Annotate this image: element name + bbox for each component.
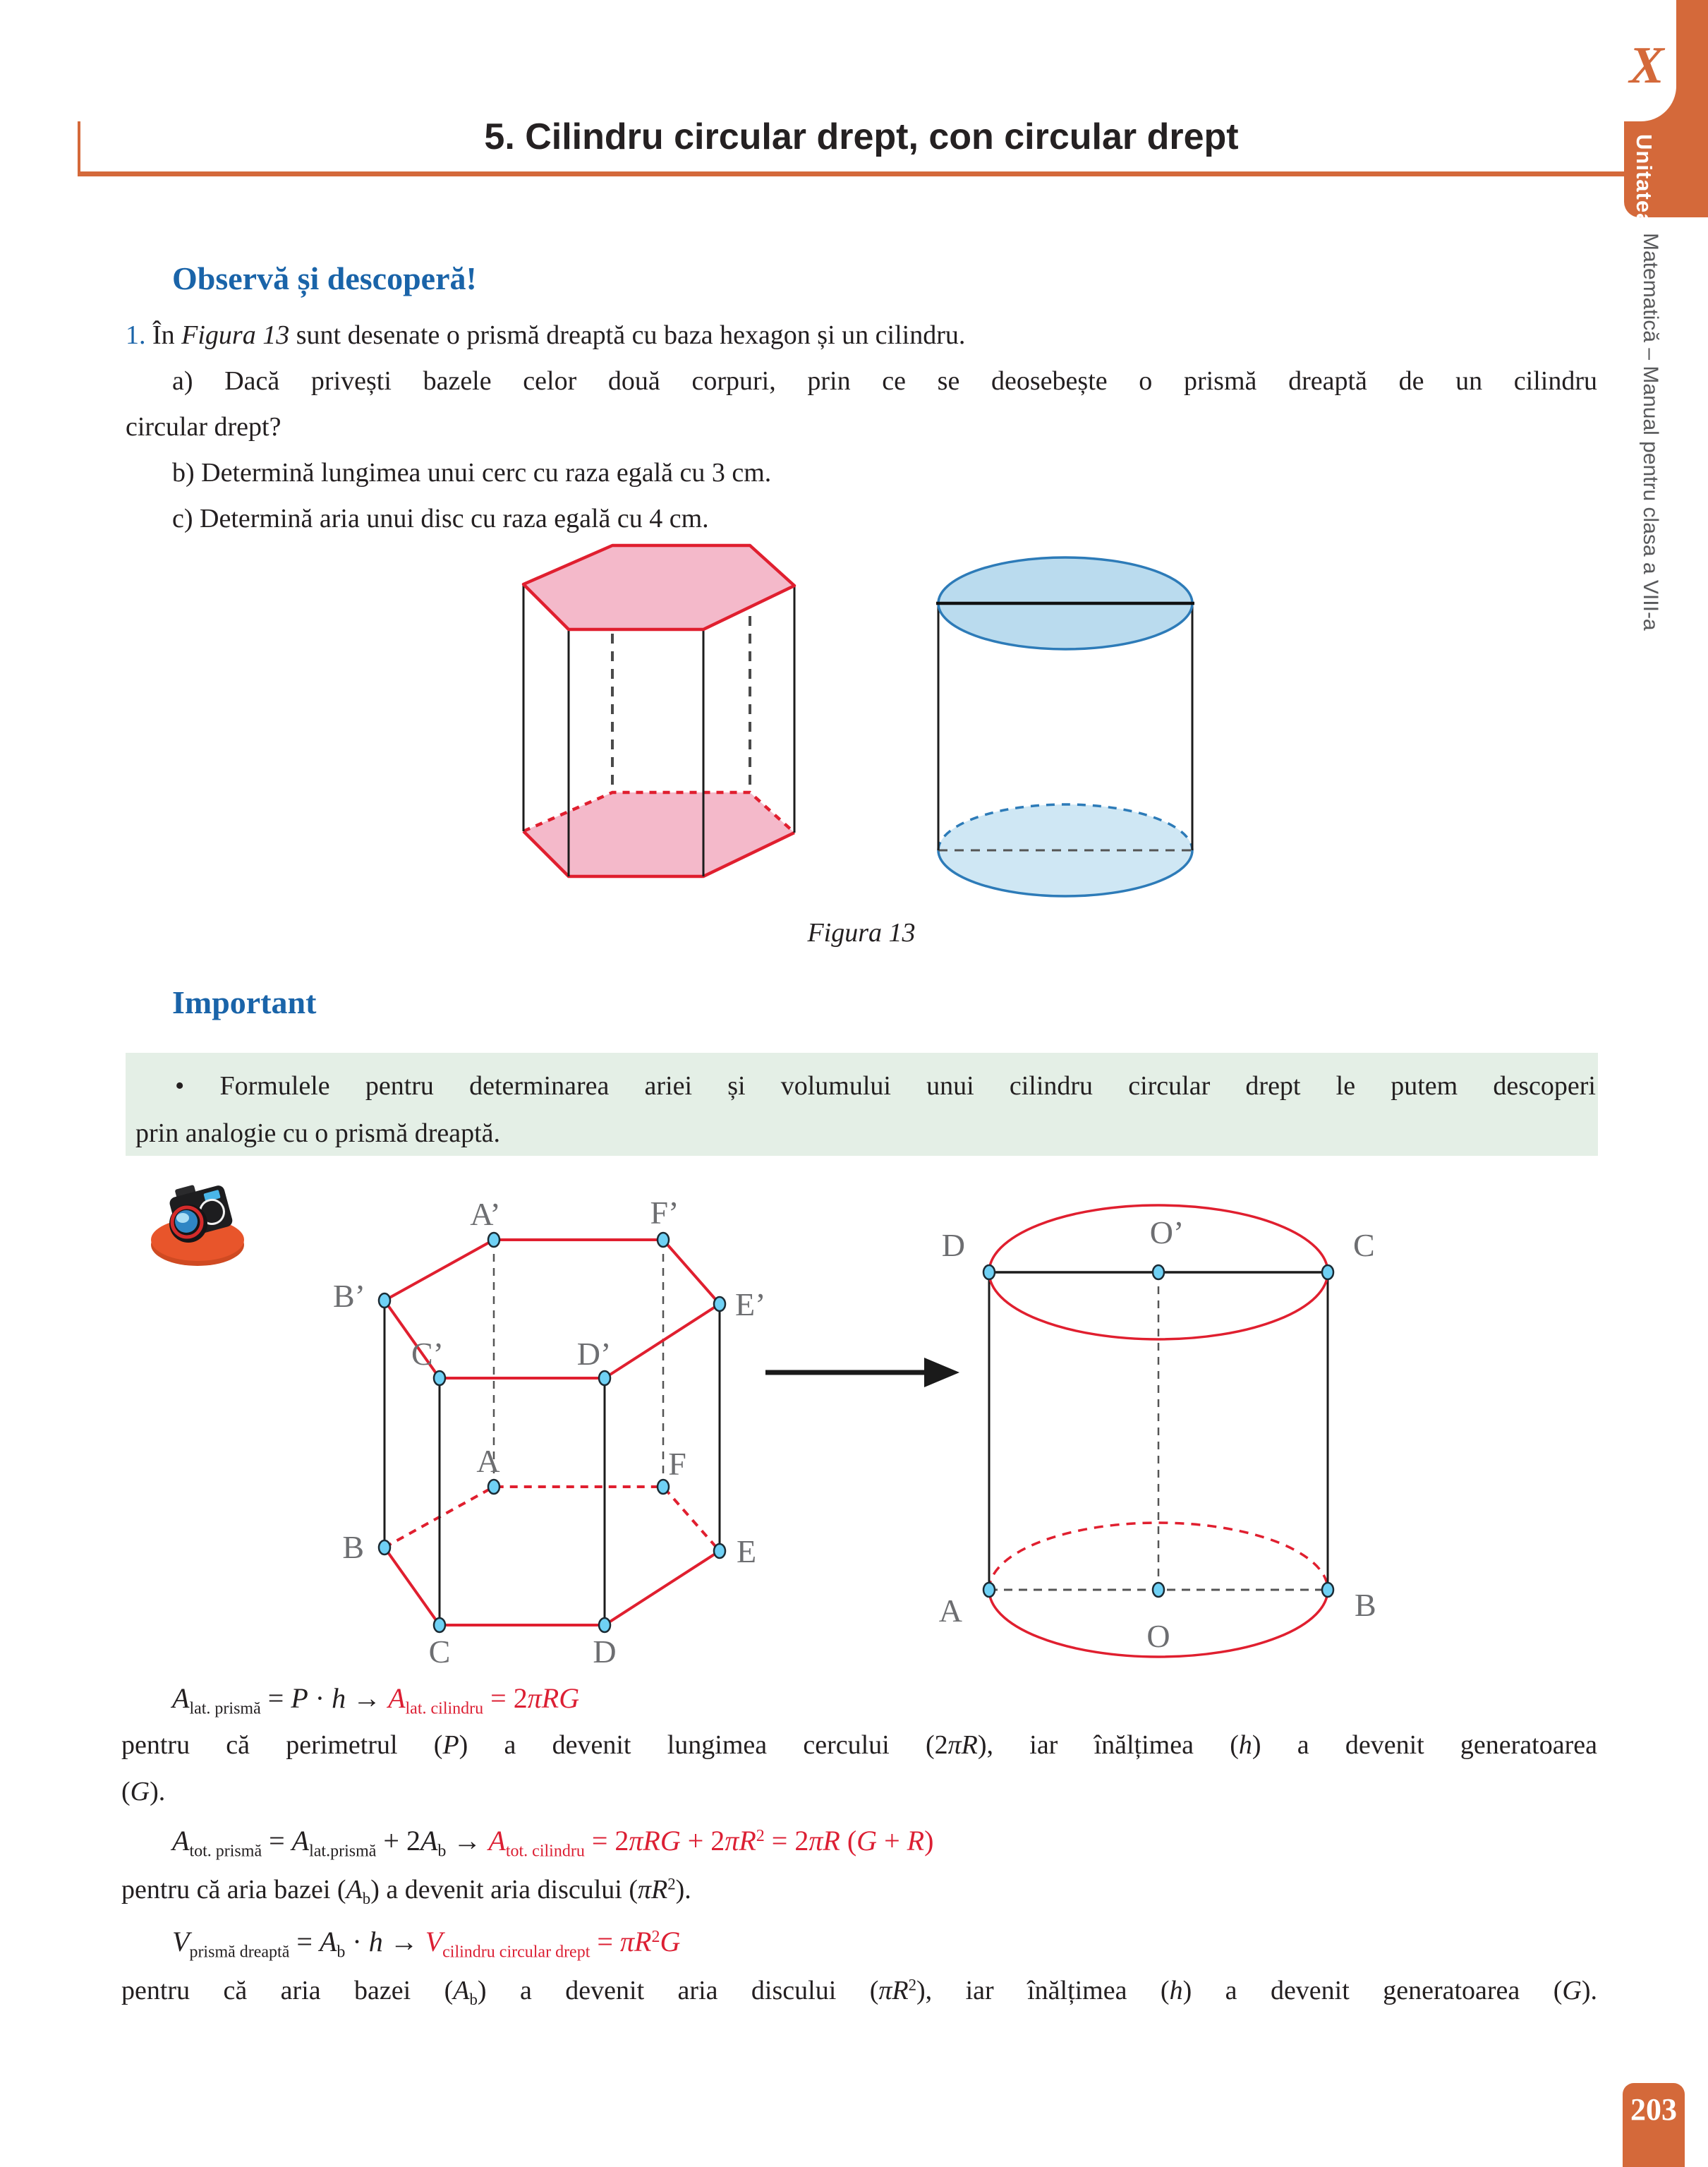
point-label: O’ — [1149, 1214, 1185, 1250]
prism-vertex-labels — [333, 1200, 765, 1670]
figure-13 — [494, 533, 1228, 928]
vertex-label: A — [476, 1443, 500, 1479]
unit-tab-label: Unitatea — [1632, 134, 1656, 227]
point-label: A — [938, 1593, 962, 1629]
unit-number-roman: X — [1629, 37, 1664, 95]
labeled-hexagonal-prism — [333, 1200, 765, 1670]
formula-lateral-area: $A_{lat. prismă} = P \cdot h \to A_{lat. cilindru} = 2\pi RG$ — [172, 1682, 580, 1718]
point-label: D — [941, 1227, 965, 1263]
exercise-1a-line1: a) Dacă privești bazele celor două corpuri, prin ce se deosebește o prismă dreaptă de un cilindru — [172, 366, 1597, 396]
point-label: B — [1355, 1587, 1376, 1623]
formula-lateral-area-explanation-line1: pentru că perimetrul (P) a devenit lungimea cercului (2πR), iar înălțimea (h) a devenit generatoarea — [121, 1730, 1597, 1760]
figure13-hexagonal-prism — [523, 545, 794, 876]
analogy-diagram — [303, 1200, 1644, 1686]
camera-icon — [145, 1171, 250, 1277]
vertex-label: D’ — [576, 1336, 612, 1372]
exercise-1b: b) Determină lungimea unui cerc cu raza egală cu 3 cm. — [172, 458, 772, 488]
vertex-label: C’ — [411, 1336, 444, 1372]
figure13-cylinder — [936, 557, 1194, 896]
prism-bottom-hidden-edges — [384, 1487, 720, 1551]
arrow-right — [765, 1358, 959, 1387]
figure-caption: Figura 13 — [807, 918, 916, 948]
exercise-1-intro: 1. În Figura 13 sunt desenate o prismă dreaptă cu baza hexagon și un cilindru. — [126, 320, 966, 350]
formula-total-area-explanation: pentru că aria bazei $(A_b)$ a devenit aria discului $(\pi R^2)$. — [121, 1875, 691, 1907]
section-heading-observa: Observă și descoperă! — [172, 260, 477, 296]
page-title: 5. Cilindru circular drept, con circular drept — [484, 116, 1239, 157]
vertex-label: F’ — [650, 1200, 679, 1231]
vertex-label: F — [668, 1446, 686, 1482]
formula-total-area: $A_{tot. prismă} = A_{lat.prismă} + 2A_b \to A_{tot. cilindru} = 2\pi RG + 2\pi R^2 = 2\pi R$ (G + R) — [172, 1825, 934, 1861]
important-note-line1: • Formulele pentru determinarea ariei și volumului unui cilindru circular drept le putem descoperi — [175, 1071, 1596, 1101]
vertex-label: E’ — [735, 1286, 766, 1322]
exercise-1c: c) Determină aria unui disc cu raza egală cu 4 cm. — [172, 504, 709, 533]
prism-top-face — [523, 545, 794, 629]
vertex-label: C — [428, 1634, 451, 1670]
vertex-label: B — [342, 1529, 364, 1565]
page-number-badge — [1623, 2083, 1685, 2167]
header-rule-vertical — [78, 121, 80, 176]
vertex-label: D — [593, 1634, 617, 1670]
vertex-label: E — [737, 1533, 757, 1569]
header-rule-horizontal — [78, 171, 1624, 176]
vertex-label: B’ — [333, 1278, 365, 1314]
exercise-1a-line2: circular drept? — [126, 412, 281, 442]
prism-vertex-dots — [379, 1233, 725, 1632]
point-label: O — [1146, 1618, 1170, 1654]
book-side-caption: Matematică – Manual pentru clasa a VIII-a — [1639, 233, 1662, 631]
point-label: C — [1353, 1227, 1375, 1263]
camera-lens-highlight — [176, 1213, 189, 1223]
important-note-line2: prin analogie cu o prismă dreaptă. — [135, 1118, 501, 1148]
vertex-label: A’ — [470, 1200, 501, 1232]
labeled-cylinder — [939, 1205, 1376, 1657]
prism-bottom-face — [523, 792, 794, 876]
formula-volume-explanation: pentru că aria bazei $(A_b)$ a devenit aria discului $(\pi R^2)$, iar înălțimea (h) a devenit generatoarea (G). — [121, 1976, 1597, 2008]
section-heading-important: Important — [172, 984, 317, 1020]
formula-volume: $V_{prismă dreaptă} = A_b \cdot h \to V_{cilindru circular drept} = \pi R^2G$ — [172, 1926, 681, 1962]
page-number: 203 — [1630, 2092, 1677, 2127]
prism-bottom-front-edges — [384, 1547, 720, 1625]
formula-lateral-area-explanation-line2: (G). — [121, 1777, 166, 1806]
